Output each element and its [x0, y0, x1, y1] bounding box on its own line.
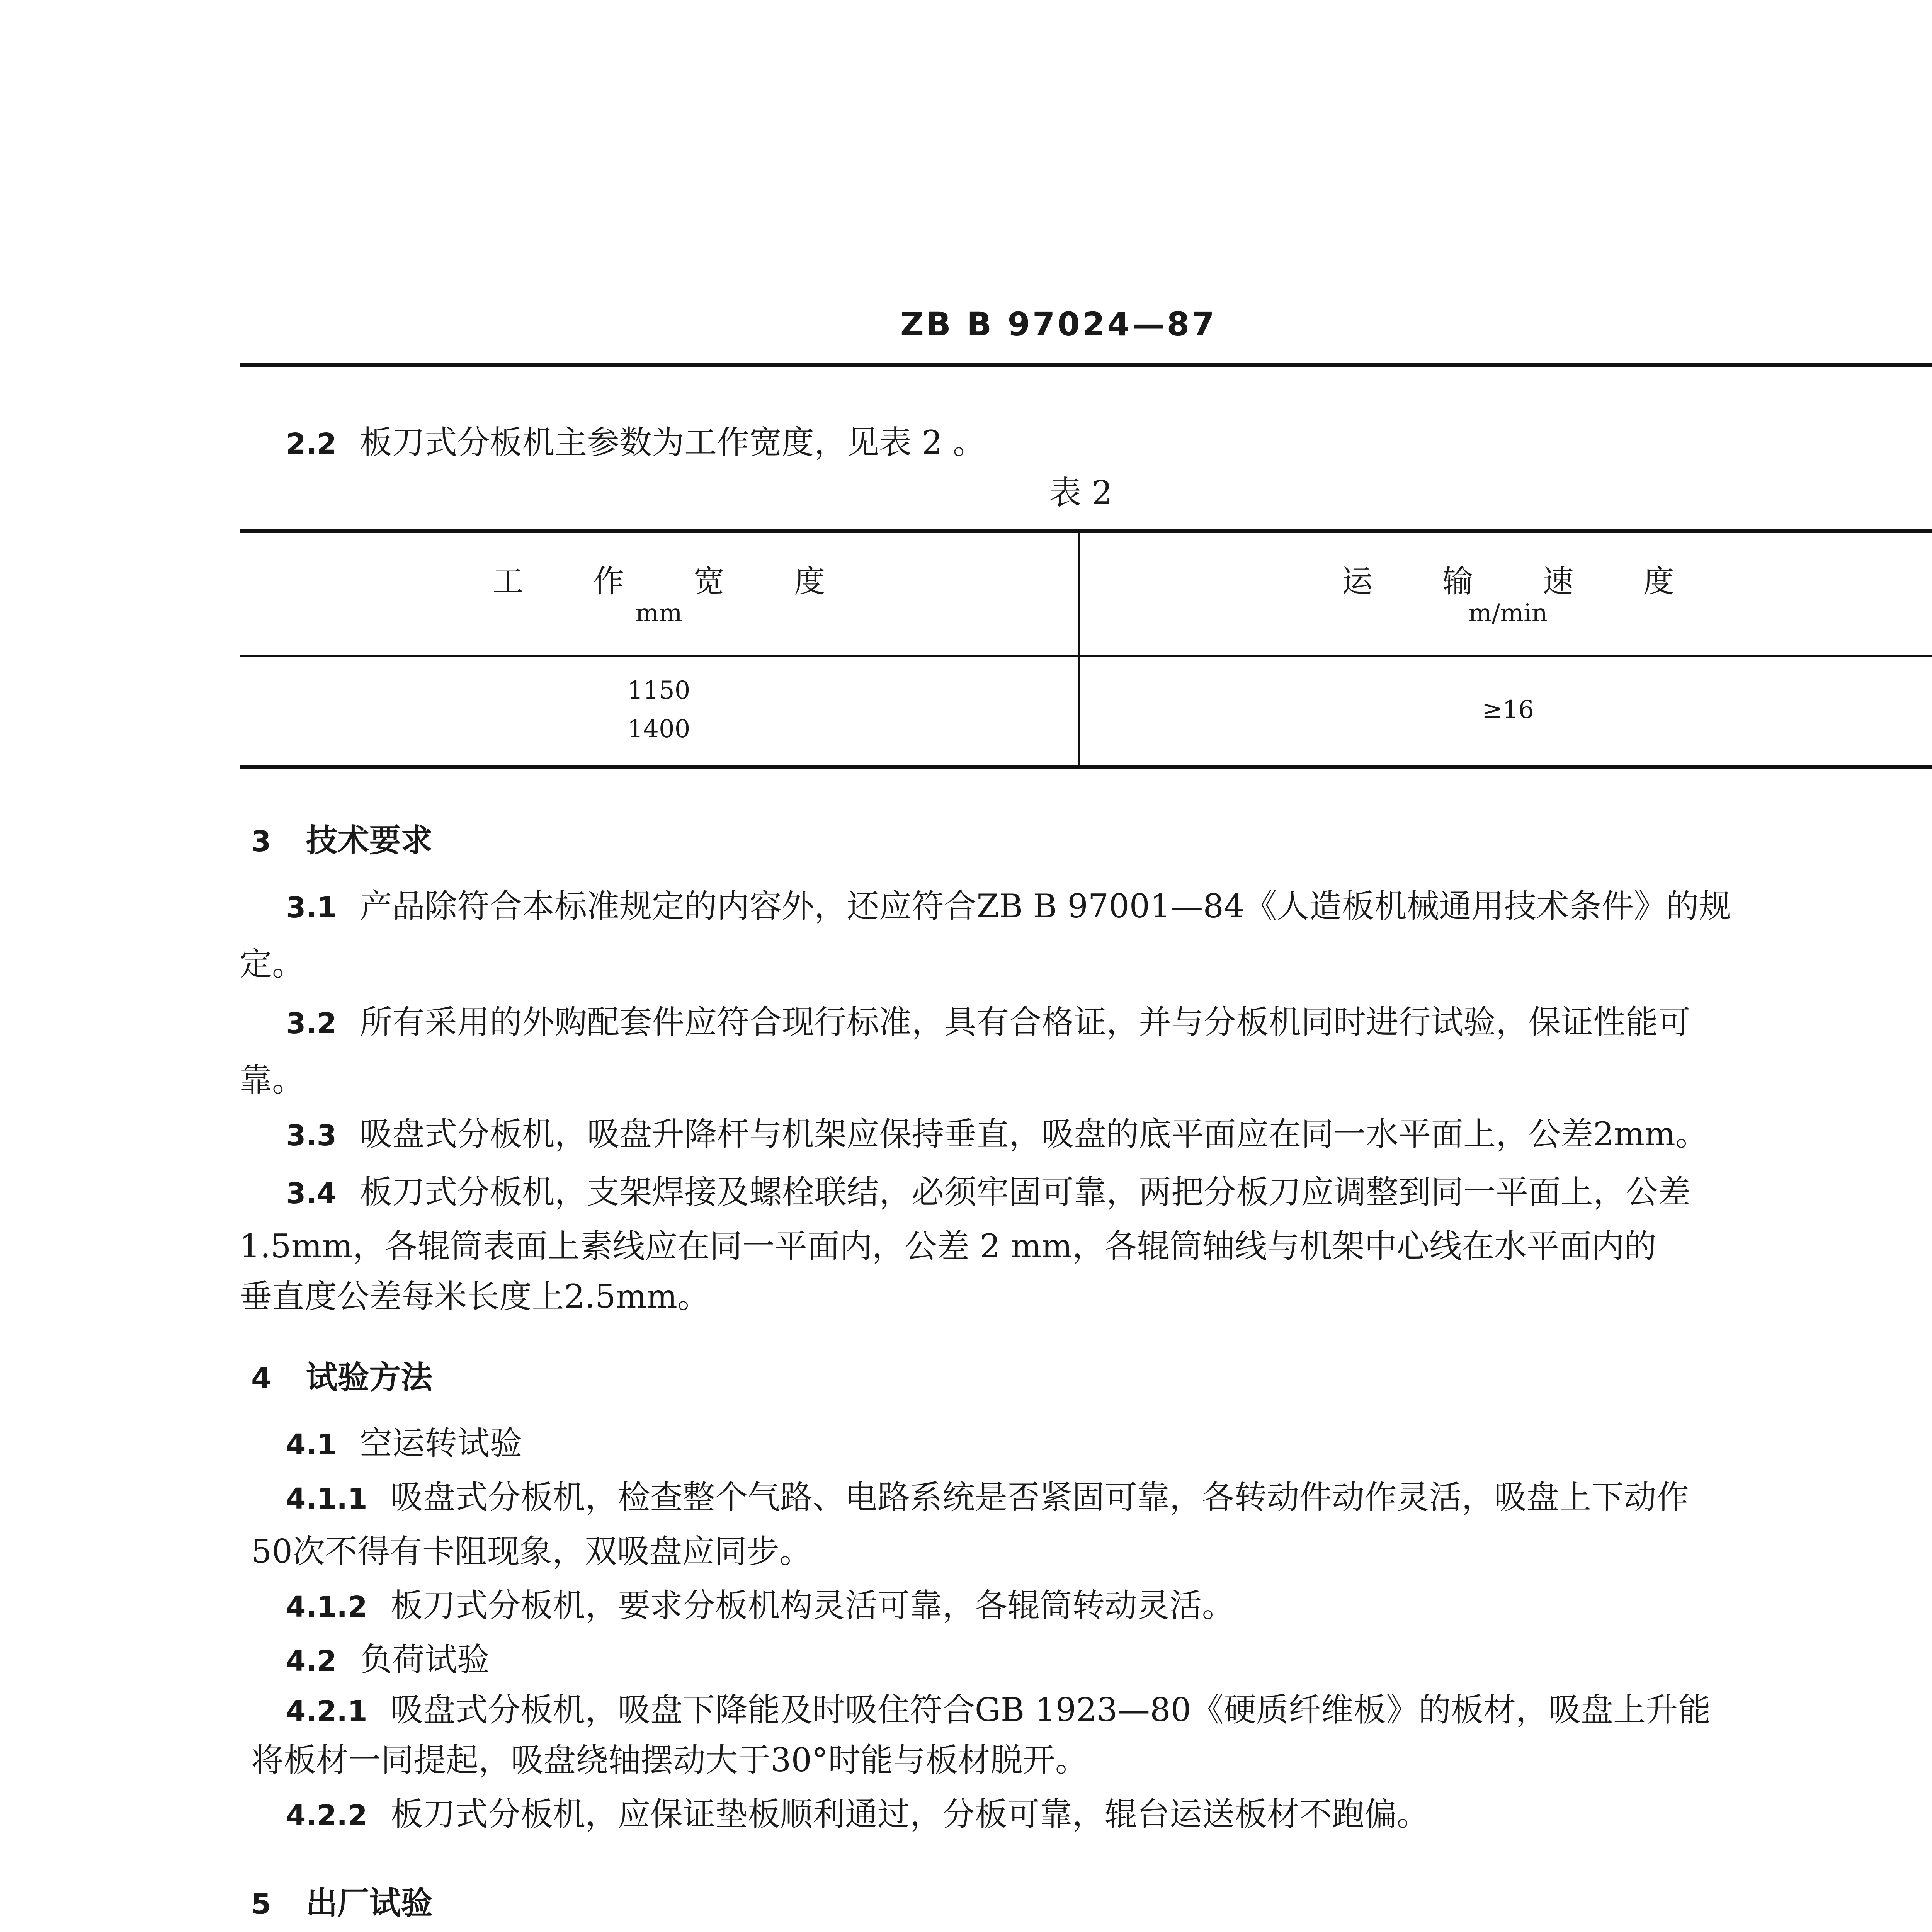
clause-number: 4.1.1 [286, 1482, 367, 1515]
section-4-heading [251, 1352, 433, 1398]
col-unit-width: mm [635, 599, 682, 628]
clause-4-1-2 [286, 1584, 1235, 1628]
clause-text: 所有采用的外购配套件应符合现行标准，具有合格证，并与分板机同时进行试验，保证性能可 [360, 1003, 1691, 1041]
clause-3-1 [286, 885, 1731, 929]
clause-text: 吸盘式分板机，吸盘下降能及时吸住符合GB 1923—80《硬质纤维板》的板材，吸盘上升能 [390, 1691, 1711, 1729]
clause-4-1-1 [286, 1476, 1689, 1520]
clause-3-2 [286, 1001, 1690, 1045]
section-number: 5 [251, 1888, 271, 1921]
clause-4-2-1 [286, 1689, 1711, 1733]
section-number: 4 [251, 1362, 271, 1395]
clause-4-1 [286, 1422, 522, 1466]
section-3-heading [251, 815, 433, 861]
table-caption: 表 2 [1049, 474, 1113, 512]
header-rule [240, 363, 1932, 367]
section-title: 出厂试验 [306, 1885, 433, 1922]
clause-text: 板刀式分板机，应保证垫板顺利通过，分板可靠，辊台运送板材不跑偏。 [390, 1795, 1429, 1833]
clause-number: 4.2 [286, 1645, 337, 1678]
clause-number: 4.2.2 [286, 1799, 367, 1832]
clause-number: 3.4 [286, 1177, 337, 1210]
clause-2-2 [286, 421, 985, 465]
col-header-speed: 运输速度 [1342, 563, 1744, 599]
clause-4-2 [286, 1638, 490, 1682]
clause-number: 4.2.1 [286, 1695, 367, 1728]
width-value: 1400 [627, 715, 690, 743]
col-unit-speed: m/min [1468, 599, 1548, 628]
clause-text: 产品除符合本标准规定的内容外，还应符合ZB B 97001—84《人造板机械通用技术条件》的规 [360, 887, 1731, 925]
clause-text: 空运转试验 [360, 1424, 522, 1462]
standard-number: ZB B 97024—87 [900, 305, 1217, 343]
clause-3-4 [286, 1171, 1690, 1215]
clause-text: 板刀式分板机主参数为工作宽度，见表 2 。 [360, 423, 985, 461]
clause-3-4-cont: 垂直度公差每米长度上2.5mm。 [240, 1277, 710, 1315]
col-header-width: 工作宽度 [493, 563, 895, 599]
clause-3-3 [286, 1113, 1708, 1157]
table-bottom-rule [240, 765, 1932, 769]
clause-3-4-cont: 1.5mm，各辊筒表面上素线应在同一平面内，公差 2 mm，各辊筒轴线与机架中心线在水平面内的 [240, 1227, 1657, 1265]
clause-3-1-cont: 定。 [240, 945, 305, 983]
section-title: 技术要求 [306, 822, 433, 859]
section-number: 3 [251, 825, 271, 858]
clause-number: 4.1.2 [286, 1590, 367, 1624]
clause-3-2-cont: 靠。 [240, 1061, 305, 1099]
width-value: 1150 [627, 676, 690, 705]
clause-text: 吸盘式分板机，检查整个气路、电路系统是否紧固可靠，各转动件动作灵活，吸盘上下动作 [390, 1478, 1689, 1516]
clause-text: 板刀式分板机，支架焊接及螺栓联结，必须牢固可靠，两把分板刀应调整到同一平面上，公差 [360, 1173, 1691, 1211]
section-title: 试验方法 [306, 1359, 433, 1396]
table-top-rule [240, 529, 1932, 533]
clause-number: 3.1 [286, 891, 337, 924]
clause-text: 吸盘式分板机，吸盘升降杆与机架应保持垂直，吸盘的底平面应在同一水平面上，公差2mm。 [360, 1115, 1708, 1153]
clause-number: 3.3 [286, 1119, 337, 1152]
clause-number: 3.2 [286, 1007, 337, 1040]
clause-4-2-1-cont: 将板材一同提起，吸盘绕轴摆动大于30°时能与板材脱开。 [251, 1741, 1088, 1779]
clause-number: 4.1 [286, 1428, 337, 1461]
clause-4-2-2 [286, 1793, 1429, 1837]
section-5-heading [251, 1878, 433, 1923]
clause-number: 2.2 [286, 427, 337, 461]
table-header-rule [240, 655, 1932, 657]
clause-text: 负荷试验 [360, 1641, 490, 1679]
speed-value: ≥16 [1481, 696, 1534, 724]
clause-4-1-1-cont: 50次不得有卡阻现象，双吸盘应同步。 [251, 1532, 812, 1570]
clause-text: 板刀式分板机，要求分板机构灵活可靠，各辊筒转动灵活。 [390, 1587, 1235, 1624]
